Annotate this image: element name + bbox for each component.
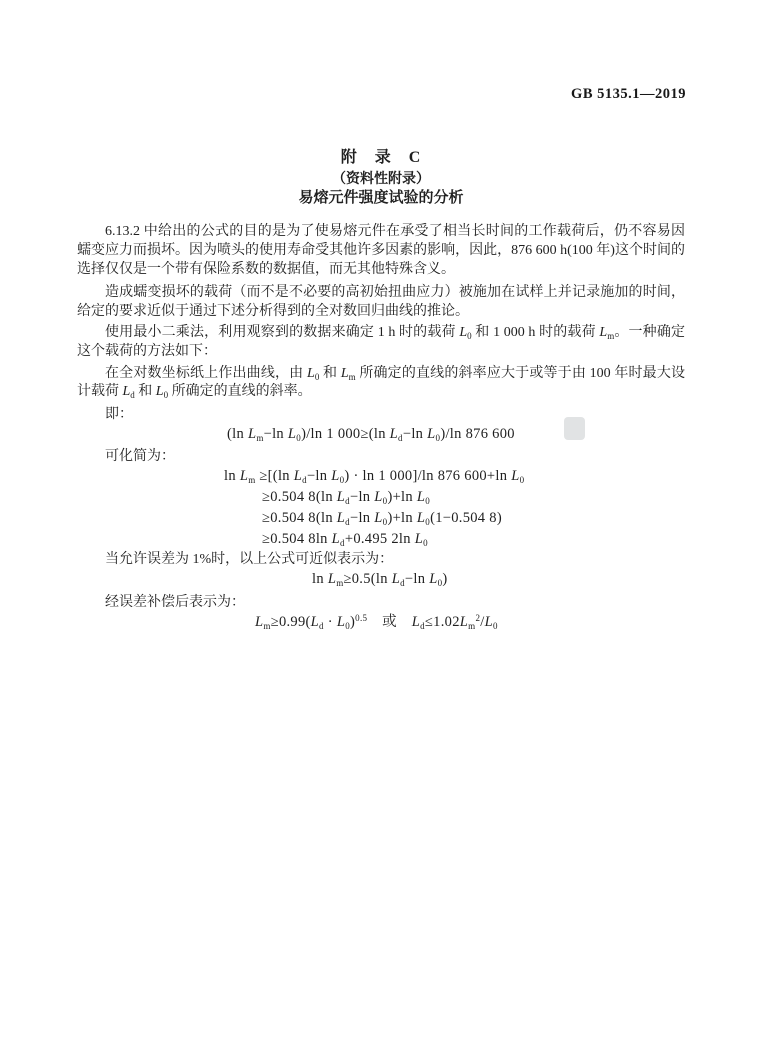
standard-number: GB 5135.1—2019 <box>571 86 686 102</box>
formula-approximation: $\ln L_m\ge 0.5(\ln$ $L_d-\ln$ $L_0$) <box>312 571 448 589</box>
lead-in-main-formula: 即： <box>105 407 133 423</box>
paragraph-creep-load: 造成蠕变损坏的载荷（而不是不必要的高初始扭曲应力）被施加在试样上并记录施加的时间，给定的要求近似于通过下述分析得到的全对数回归曲线的推论。 <box>77 285 685 320</box>
page-content <box>77 148 685 633</box>
paragraph-log-plot: 在全对数坐标纸上作出曲线，由 $L_0$ 和 $L_m$ 所确定的直线的斜率应大于或等于由 100 年时最大设计载荷 $L_d$ 和 $L_0$ 所确定的直线的斜率。 <box>77 365 686 401</box>
lead-in-simplified: 可化简为： <box>105 449 175 465</box>
lead-in-approximation: 当允许误差为 1%时，以上公式可近似表示为： <box>105 552 394 568</box>
appendix-type-note: （资料性附录） <box>332 172 430 187</box>
formula-simplified-line-4: ≥0.504 8ln $L_d+0.495$ 2ln $L_0$ <box>262 531 428 549</box>
lead-in-compensated: 经误差补偿后表示为： <box>105 595 245 611</box>
paragraph-least-squares: 使用最小二乘法，利用观察到的数据来确定 1 h 时的载荷 $L_0$ 和 1 000 h 时的载荷 $L_m$。一种确定这个载荷的方法如下： <box>77 324 686 359</box>
paragraph-purpose: 6.13.2 中给出的公式的目的是为了使易熔元件在承受了相当长时间的工作载荷后，仍不容易因蠕变应力而损坏。因为喷头的使用寿命受其他许多因素的影响，因此，876 600 h(100 年)这个时间的选择仅仅是一个带有保险系数的数据值，而无其他特殊含义。 <box>77 224 685 277</box>
formula-simplified-block <box>77 466 685 550</box>
formula-simplified-line-2: ≥0.504 8(ln $L_d-\ln$ $L_0)+\ln$ $L_0$ <box>262 489 431 507</box>
formula-simplified-line-3: ≥0.504 8(ln $L_d-\ln$ $L_0)+\ln$ $L_0(1-0.504$ 8) <box>262 510 502 528</box>
formula-simplified-line-1: $\ln L_m \ge[(\ln$ $L_d-\ln$ $L_0) \cdot \ln 1$ 000]/ln 876 600+ln $L_0$ <box>224 468 525 486</box>
formula-error-compensated: $L_m\ge 0.99(L_d \cdot L_0)^{0.5}$ 或 $L_d\le 1.02L_m^2/L_0$ <box>255 613 498 632</box>
appendix-label: 附 录 C <box>340 149 422 166</box>
appendix-title: 易熔元件强度试验的分析 <box>298 190 464 206</box>
formula-main-inequality: (ln $L_m-\ln$ $L_0)/\ln$ 1 000≥(ln $L_d-\ln$ $L_0)/\ln$ 876 600 <box>227 426 515 444</box>
highlight-watermark-box <box>564 417 585 440</box>
